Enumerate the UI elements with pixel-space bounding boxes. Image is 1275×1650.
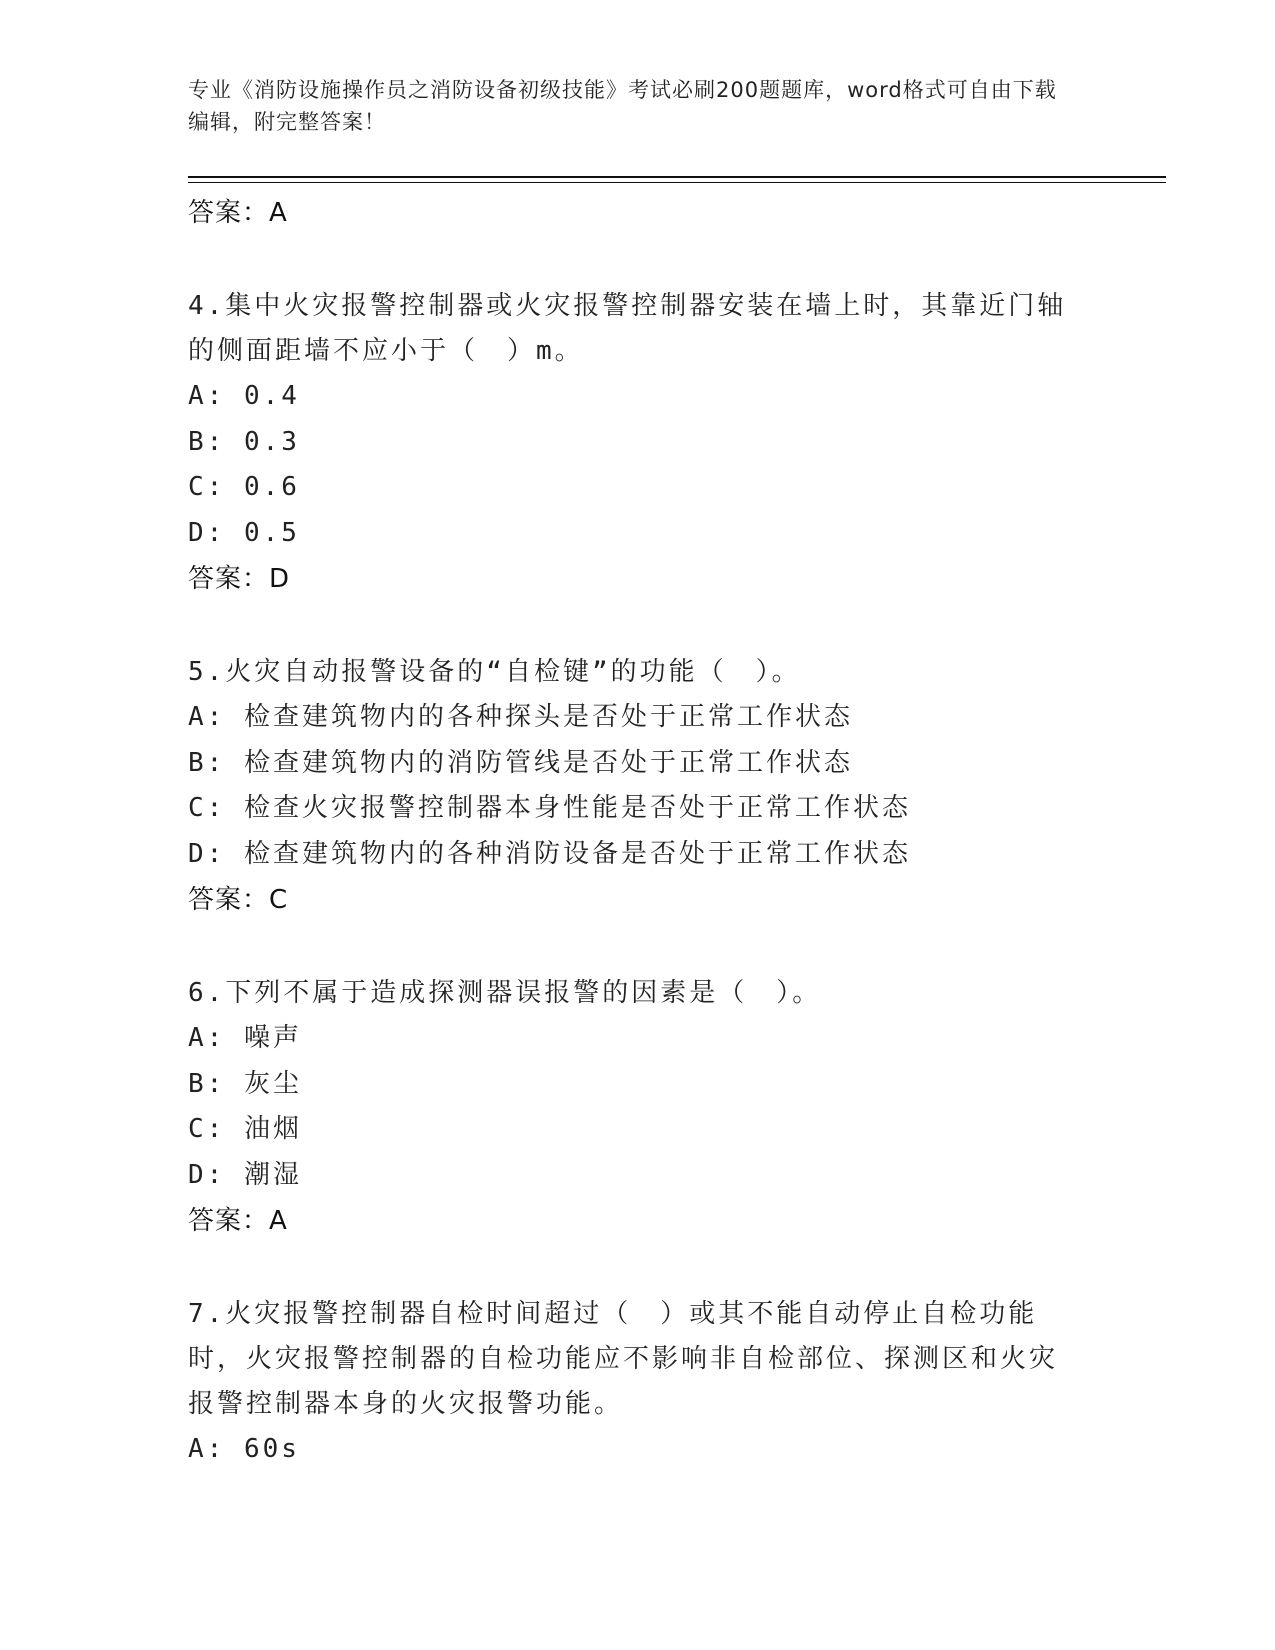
question-7 <box>188 1292 1088 1473</box>
question-answer: 答案：A <box>188 1206 288 1236</box>
question-text: 4.集中火灾报警控制器或火灾报警控制器安装在墙上时，其靠近门轴的侧面距墙不应小于（ ）m。 <box>188 291 1067 366</box>
question-text: 6.下列不属于造成探测器误报警的因素是（ ）。 <box>188 978 822 1008</box>
option-d: D: 0.5 <box>188 517 300 548</box>
prev-question-answer: 答案：A <box>188 198 288 228</box>
question-6 <box>188 971 1088 1244</box>
question-text: 7.火灾报警控制器自检时间超过（ ）或其不能自动停止自检功能时，火灾报警控制器的自检功能应不影响非自检部位、探测区和火灾报警控制器本身的火灾报警功能。 <box>188 1299 1059 1419</box>
option-a: A: 噪声 <box>188 1023 302 1053</box>
option-d: D: 潮湿 <box>188 1159 302 1190</box>
option-d: D: 检查建筑物内的各种消防设备是否处于正常工作状态 <box>188 838 911 869</box>
option-a: A: 0.4 <box>188 381 300 411</box>
option-b: B: 0.3 <box>188 426 300 457</box>
question-text: 5.火灾自动报警设备的“自检键”的功能（ ）。 <box>188 657 801 687</box>
question-answer: 答案：D <box>188 564 291 594</box>
header-rule-thin <box>188 182 1166 183</box>
option-c: C: 油烟 <box>188 1114 302 1144</box>
option-a: A: 检查建筑物内的各种探头是否处于正常工作状态 <box>188 702 853 732</box>
page-header: 专业《消防设施操作员之消防设备初级技能》考试必刷200题题库，word格式可自由下载编辑，附完整答案！ <box>188 78 1057 134</box>
document-body <box>188 190 1088 1473</box>
question-5 <box>188 650 1088 923</box>
option-c: C: 0.6 <box>188 472 300 502</box>
question-answer: 答案：C <box>188 885 289 915</box>
header-rule <box>188 176 1166 178</box>
option-a: A: 60s <box>188 1434 300 1464</box>
option-b: B: 检查建筑物内的消防管线是否处于正常工作状态 <box>188 747 853 778</box>
question-4 <box>188 284 1088 602</box>
option-c: C: 检查火灾报警控制器本身性能是否处于正常工作状态 <box>188 793 911 823</box>
option-b: B: 灰尘 <box>188 1068 302 1099</box>
